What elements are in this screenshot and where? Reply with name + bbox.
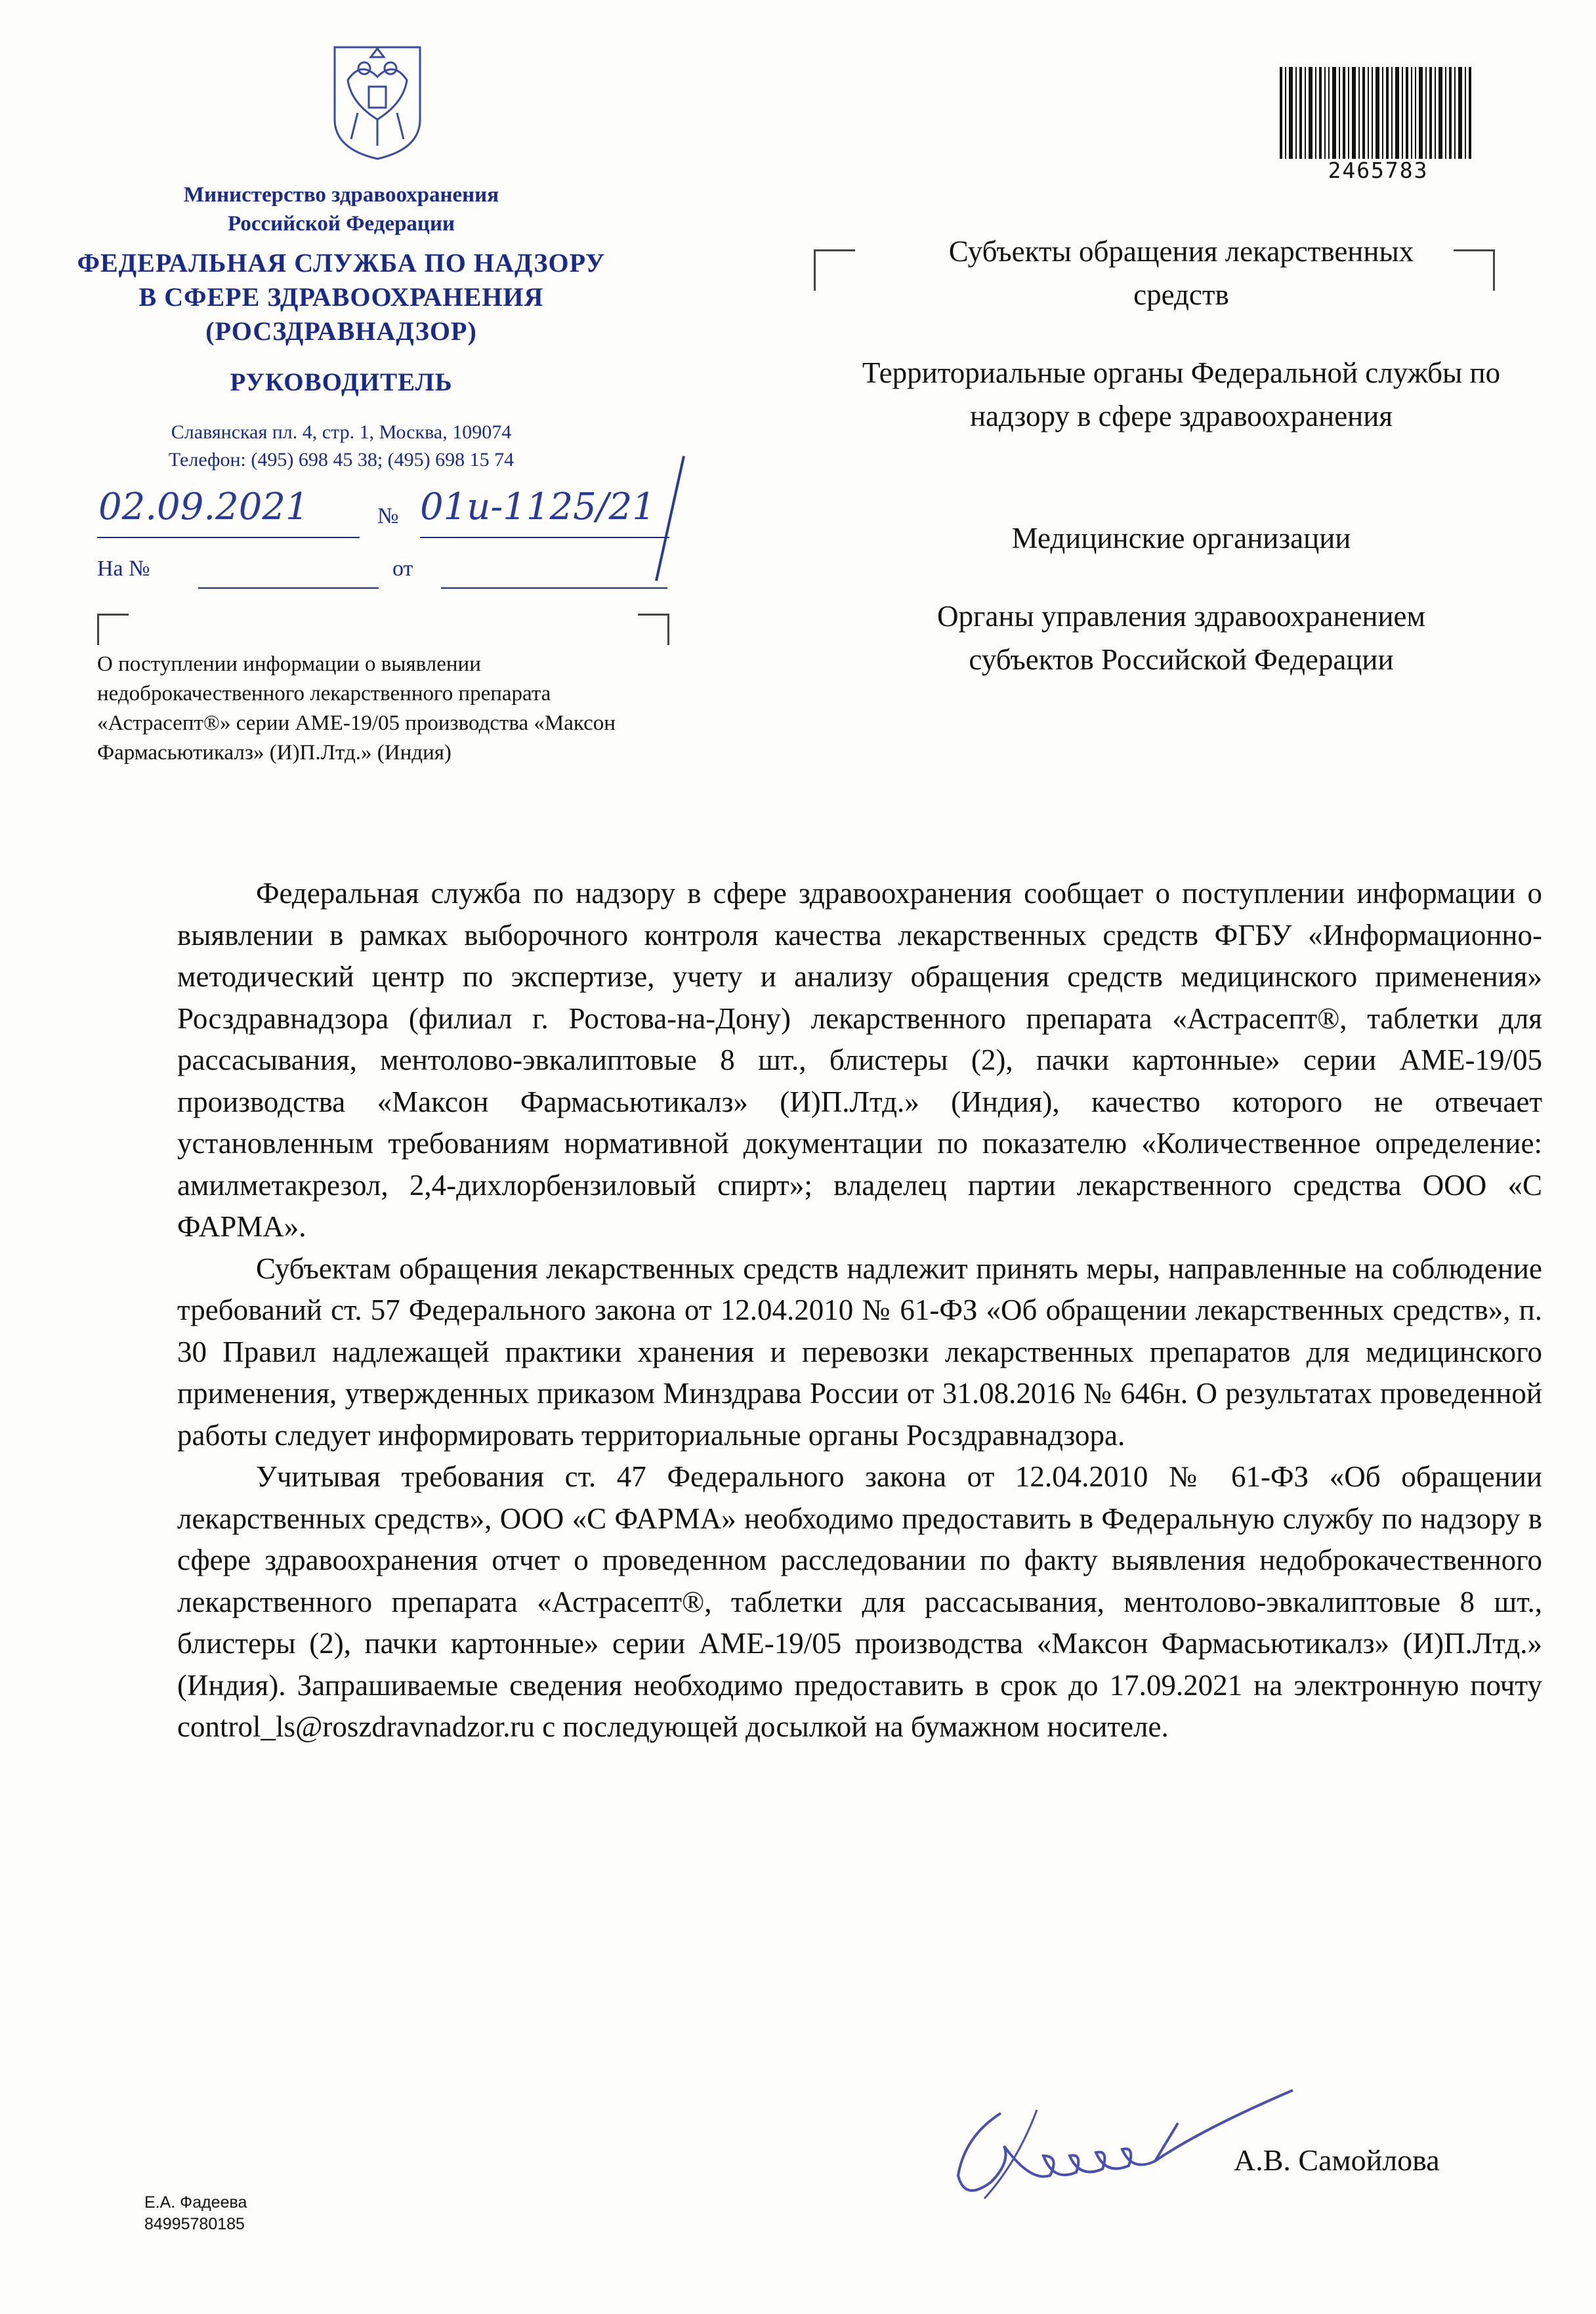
signer-name: А.В. Самойлова (1234, 2143, 1440, 2177)
recipient-1: Субъекты обращения лекарственных средств (948, 235, 1414, 311)
barcode-number: 2465783 (1328, 158, 1429, 183)
recipient-2: Территориальные органы Федеральной службы по надзору в сфере здравоохранения (862, 356, 1501, 432)
ref-line (198, 587, 379, 589)
phone: Телефон: (495) 698 45 38; (495) 698 15 74 (168, 449, 514, 471)
letter-body (177, 873, 1542, 1748)
paragraph-3: Учитывая требования ст. 47 Федерального закона от 12.04.2010 № 61-ФЗ «Об обращении лекарственных средств», ООО «С ФАРМА» необходимо предоставить в Федеральную службу по надзору в сфере здравоохранения отчет о проведенном расследовании по факту выявления недоброкачественного лекарственного препарата «Астрасепт®, таблетки для рассасывания, ментолово-эвкалиптовые 8 шт., блистеры (2), пачки картонные» серии AME-19/05 производства «Максон Фармасьютикалз» (И)П.Лтд.» (Индия). Запрашиваемые сведения необходимо предоставить в срок до 17.09.2021 на электронную почту control_ls@roszdravnadzor.ru с последующей досылкой на бумажном носителе. (177, 1460, 1542, 1743)
registration-date: 02.09.2021 (98, 486, 309, 528)
paragraph-1: Федеральная служба по надзору в сфере здравоохранения сообщает о поступлении информации о выявлении в рамках выборочного контроля качества лекарственных средств ФГБУ «Информационно-методический центр по экспертизе, учету и анализу обращения средств медицинского применения» Росздравнадзора (филиал г. Ростова-на-Дону) лекарственного препарата «Астрасепт®, таблетки для рассасывания, ментолово-эвкалиптовые 8 шт., блистеры (2), пачки картонные» серии AME-19/05 производства «Максон Фармасьютикалз» (И)П.Лтд.» (Индия), качество которого не отвечает установленным требованиям нормативной документации по показателю «Количественное определение: амилметакрезол, 2,4-дихлорбензиловый спирт»; владелец партии лекарственного средства ООО «С ФАРМА». (177, 877, 1542, 1243)
registration-number: 01и-1125/21 (420, 486, 656, 528)
service-line-1: ФЕДЕРАЛЬНАЯ СЛУЖБА ПО НАДЗОРУ (77, 248, 606, 278)
number-line (420, 537, 669, 538)
subject-corner-right (638, 614, 669, 645)
date-line (97, 537, 360, 538)
service-line-3: (РОСЗДРАВНАДЗОР) (205, 316, 477, 346)
recipient-4: Органы управления здравоохранением субъектов Российской Федерации (936, 600, 1426, 676)
ministry-name (92, 180, 591, 238)
service-line-2: В СФЕРЕ ЗДРАВООХРАНЕНИЯ (138, 282, 544, 312)
paragraph-2: Субъектам обращения лекарственных средств надлежит принять меры, направленные на соблюдение требований ст. 57 Федерального закона от 12.04.2010 № 61-ФЗ «Об обращении лекарственных средств», п. 30 Правил надлежащей практики хранения и перевозки лекарственных препаратов для медицинского применения, утвержденных приказом Минздрава России от 31.08.2016 № 646н. О результатах проведенной работы следует информировать территориальные органы Росздравнадзора. (177, 1252, 1542, 1452)
address-block (92, 419, 591, 474)
barcode (1280, 67, 1471, 159)
ministry-line-1: Министерство здравоохранения (183, 183, 499, 207)
coat-of-arms-emblem (322, 41, 433, 162)
handwritten-slash (650, 453, 689, 584)
executor-phone: 84995780185 (144, 2215, 245, 2233)
executor-name: Е.А. Фадеева (144, 2193, 247, 2212)
recipient-3: Медицинские организации (1011, 522, 1351, 555)
subject-corner-left (97, 614, 129, 645)
executor-block (144, 2192, 247, 2235)
from-line (441, 587, 667, 589)
number-sign: № (377, 504, 399, 528)
ministry-line-2: Российской Федерации (228, 212, 455, 236)
address: Славянская пл. 4, стр. 1, Москва, 109074 (171, 421, 512, 443)
ref-label: На № (97, 557, 150, 581)
position-title: РУКОВОДИТЕЛЬ (230, 368, 453, 396)
subject-text: О поступлении информации о выявлении недоброкачественного лекарственного препарата «Астрасепт®» серии AME-19/05 производства «Максон Фармасьютикалз» (И)П.Лтд.» (Индия) (97, 652, 616, 765)
service-name (72, 246, 610, 348)
from-label: от (392, 557, 413, 581)
